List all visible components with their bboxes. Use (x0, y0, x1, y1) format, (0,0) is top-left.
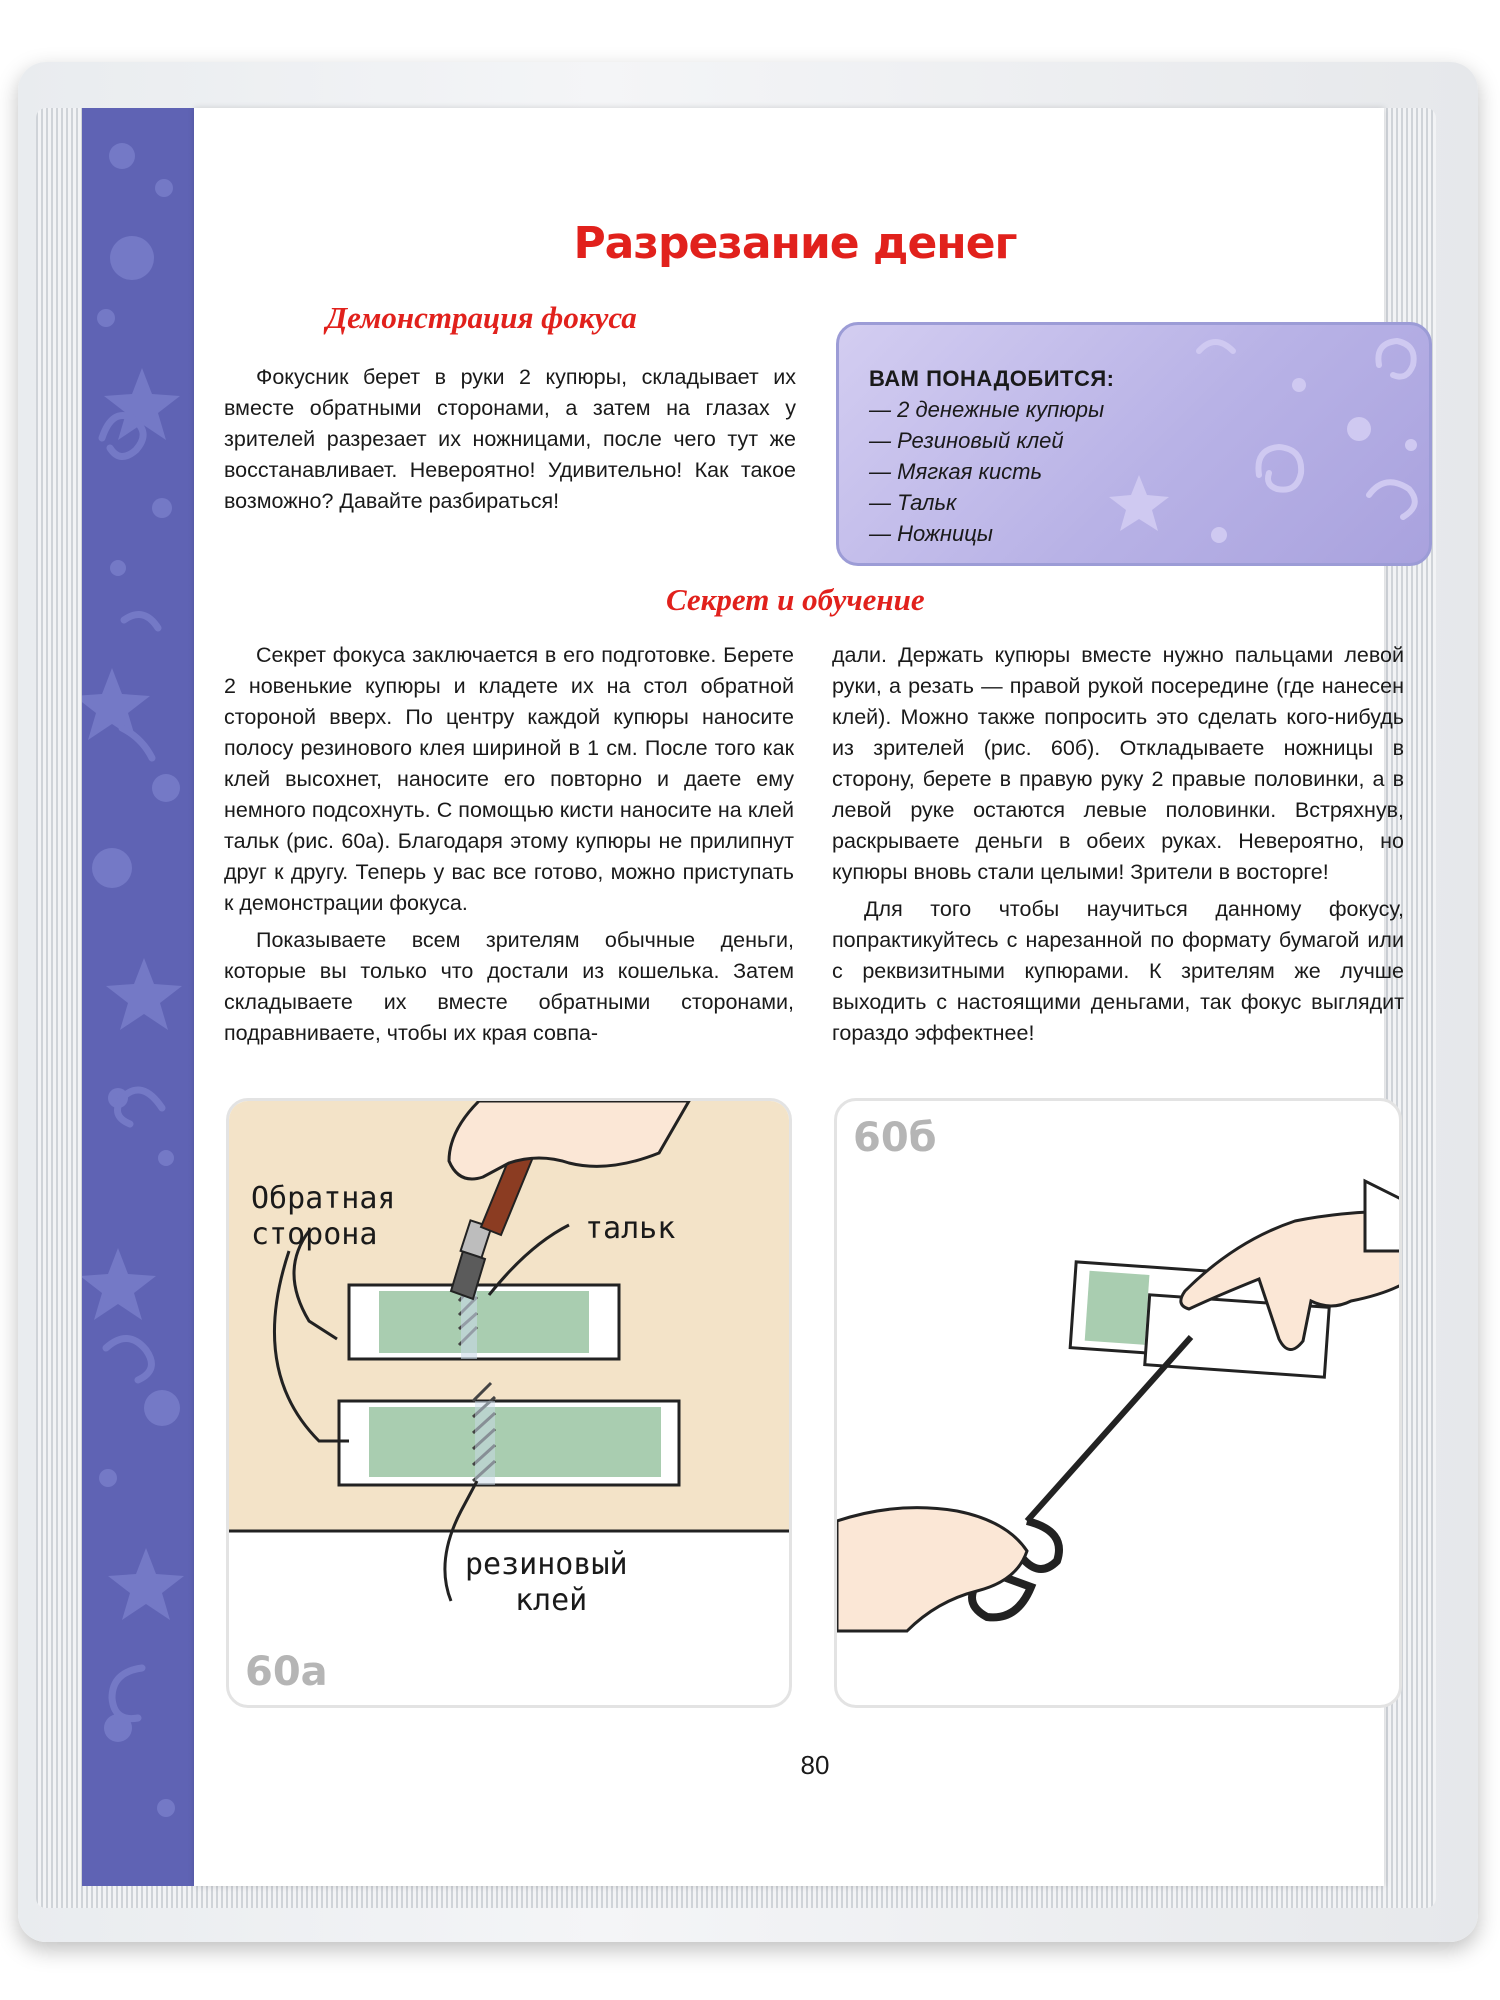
secret-column-2 (832, 640, 1404, 1049)
banknote-bottom-print (369, 1407, 661, 1477)
note-back-side (251, 1181, 396, 1253)
banknote-pair-print (1085, 1271, 1150, 1345)
left-shirt-cuff (1365, 1181, 1402, 1251)
secret-col2-paragraph-1: дали. Держать купюры вместе нужно пальцами левой руки, а резать — правой рукой посередине (где нанесен клей). Можно также попросить это сделать кого-нибудь из зрителей (рис. 60б). Откладываете ножницы в сторону, берете в правую руку 2 правые половинки, а в левой руке остаются левые половинки. Встряхнув, раскрываете деньги в обеих руках. Невероятно, но купюры вновь стали целыми! Зрители в восторге! (832, 643, 1404, 884)
demo-heading: Демонстрация фокуса (326, 300, 637, 335)
secret-col1-paragraph-2: Показываете всем зрителям обычные деньги, которые вы только что достали из кошелька. Затем складываете их вместе обратными сторонами, подравниваете, чтобы их края совпа- (224, 928, 794, 1045)
figure-60b-illustration (837, 1101, 1402, 1708)
requirement-scissors: — Ножницы (869, 521, 993, 546)
note-back-side-line-1: Обратная (251, 1181, 396, 1216)
secret-column-1 (224, 640, 794, 1049)
figure-60b-label: 60б (853, 1115, 937, 1161)
requirements-title: ВАМ ПОНАДОБИТСЯ: (869, 366, 1115, 391)
demo-paragraph: Фокусник берет в руки 2 купюры, складывает их вместе обратными сторонами, а затем на глазах у зрителей разрезает их ножницами, после чего тут же восстанавливает. Невероятно! Удивительно! Как такое возможно? Давайте разбираться! (224, 365, 796, 513)
figure-60a (226, 1098, 792, 1708)
strip-pattern (82, 108, 194, 1886)
requirement-rubber-glue: — Резиновый клей (869, 428, 1064, 453)
secret-col1-paragraph-1: Секрет фокуса заключается в его подготовке. Берете 2 новенькие купюры и кладете их на стол обратной стороной вверх. По центру каждой купюры наносите полосу резинового клея шириной в 1 см. После того как клей высохнет, наносите его повторно и даете ему немного подсохнуть. С помощью кисти наносите на клей тальк (рис. 60а). Благодаря этому купюры не прилипнут друг к другу. Теперь у вас все готово, можно приступать к демонстрации фокуса. (224, 643, 794, 915)
secret-heading: Секрет и обучение (666, 582, 925, 617)
requirement-soft-brush: — Мягкая кисть (869, 459, 1043, 484)
requirement-talc: — Тальк (869, 490, 957, 515)
note-rubber-glue-line-1: резиновый (465, 1547, 628, 1582)
requirement-banknotes: — 2 денежные купюры (869, 397, 1105, 422)
note-rubber-glue-line-2: клей (515, 1583, 588, 1618)
note-back-side-line-2: сторона (251, 1217, 378, 1252)
page-number: 80 (800, 1750, 830, 1780)
scissors-blade (1027, 1337, 1191, 1521)
decorative-side-strip (82, 108, 194, 1886)
secret-col2-paragraph-2: Для того чтобы научиться данному фокусу, попрактикуйтесь с нарезанной по формату бумагой или с реквизитными купюрами. К зрителям же лучше выходить с настоящими деньгами, так фокус выглядит гораздо эффектнее! (832, 897, 1404, 1045)
note-rubber-glue (465, 1547, 628, 1619)
right-hand (837, 1508, 1027, 1631)
page-title: Разрезание денег (573, 218, 1017, 269)
figure-60b (834, 1098, 1402, 1708)
demo-text (224, 362, 796, 517)
requirements-list (869, 363, 1115, 549)
note-talc: тальк (585, 1211, 676, 1246)
figure-60a-label: 60а (245, 1649, 328, 1695)
requirements-box (836, 322, 1432, 566)
banknote-top-print (379, 1291, 589, 1353)
